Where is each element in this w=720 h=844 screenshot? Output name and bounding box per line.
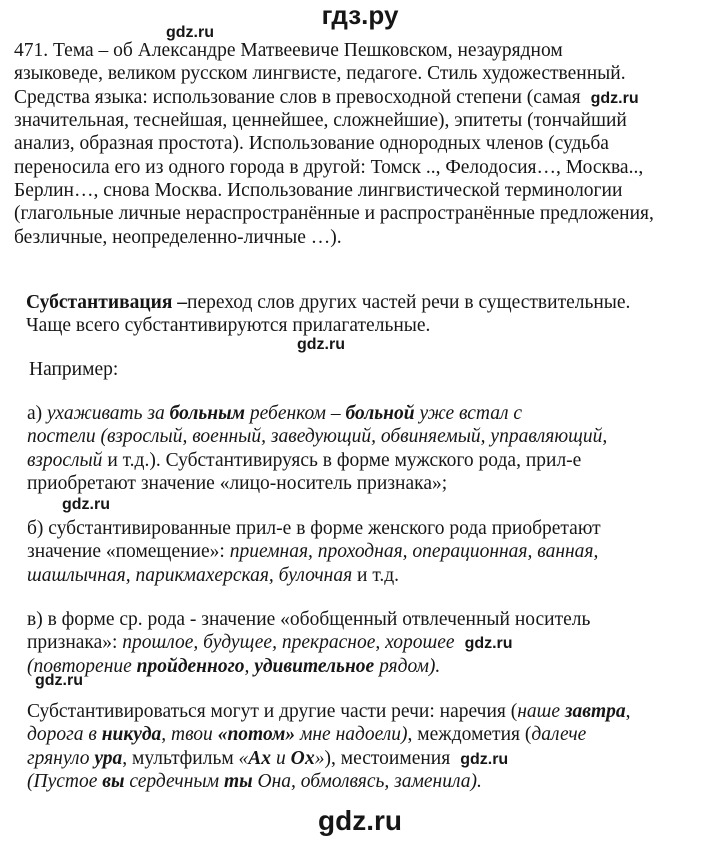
text-run: вы bbox=[102, 770, 125, 792]
text-run: 471. Тема – об Александре Матвеевиче Пешковском, незаурядном bbox=[14, 40, 563, 61]
text-run: Чаще всего субстантивируются прилагательные. bbox=[26, 315, 431, 337]
text-run: безличные, неопределенно-личные …). bbox=[14, 226, 342, 248]
text-run: , междометия ( bbox=[407, 724, 532, 746]
inline-gdz-watermark: gdz.ru bbox=[464, 635, 513, 653]
watermark-v-gdz-watermark: gdz.ru bbox=[35, 672, 83, 689]
text-line bbox=[27, 747, 631, 770]
definition-substantivation bbox=[26, 291, 630, 338]
text-run: Берлин…, снова Москва. Использование лингвистической терминологии bbox=[14, 179, 623, 201]
text-run: Субстантивироваться могут и другие части речи: наречия ( bbox=[27, 701, 518, 722]
text-line bbox=[14, 39, 654, 62]
text-line bbox=[27, 517, 601, 540]
text-run: признака»: bbox=[27, 632, 123, 654]
text-run: , мультфильм bbox=[122, 747, 239, 769]
text-run: , твои bbox=[161, 724, 218, 746]
text-line bbox=[27, 402, 607, 425]
text-line bbox=[27, 631, 590, 654]
watermark-bottom: gdz.ru bbox=[318, 805, 402, 836]
text-line bbox=[27, 425, 607, 448]
text-run: шашлычная, парикмахерская, булочная bbox=[27, 564, 353, 586]
text-run: постели (взрослый, военный, заведующий, обвиняемый, управляющий, bbox=[27, 426, 608, 448]
text-run: наше bbox=[517, 701, 565, 722]
inline-gdz-watermark: gdz.ru bbox=[460, 750, 509, 768]
text-run: (повторение bbox=[27, 655, 137, 677]
text-line bbox=[27, 770, 631, 793]
text-run: и т.д. bbox=[352, 564, 400, 586]
text-run: завтра bbox=[564, 701, 626, 722]
inline-gdz-watermark: gdz.ru bbox=[590, 89, 639, 107]
text-run: Она, обмолвясь, заменила). bbox=[252, 770, 482, 792]
watermark-top-gdz-watermark: gdz.ru bbox=[166, 24, 214, 41]
text-run: Субстантивация – bbox=[26, 292, 188, 313]
text-run: «потом» bbox=[217, 724, 296, 746]
text-line bbox=[14, 62, 654, 85]
text-run: взрослый bbox=[27, 449, 103, 471]
text-run: значительная, теснейшая, ценнейшее, сложнейшие), эпитеты (тончайший bbox=[14, 109, 627, 131]
text-run: Ах bbox=[248, 747, 272, 769]
text-run: удивительное bbox=[254, 655, 375, 677]
text-run: а) bbox=[27, 403, 48, 424]
text-run: сердечным bbox=[124, 770, 224, 792]
text-line bbox=[14, 132, 654, 155]
text-run: ребенком – bbox=[245, 403, 346, 424]
text-run: уже встал с bbox=[414, 403, 523, 424]
text-run: Например: bbox=[29, 359, 119, 380]
text-run: , bbox=[244, 655, 255, 677]
text-run: « bbox=[238, 747, 249, 769]
text-run: приемная, проходная, операционная, ванная, bbox=[229, 541, 599, 563]
text-run: ты bbox=[223, 770, 253, 792]
text-run: пройденного bbox=[136, 655, 245, 677]
text-run: ура bbox=[94, 747, 123, 769]
text-run: переносила его из одного города в другой: Томск .., Фелодосия…, Москва.., bbox=[14, 156, 644, 178]
watermark-center-gdz-watermark: gdz.ru bbox=[297, 336, 345, 353]
item-b-feminine bbox=[27, 517, 601, 587]
text-run: » bbox=[314, 747, 325, 769]
text-run: значение «помещение»: bbox=[27, 541, 230, 563]
text-line bbox=[26, 291, 630, 314]
for-example-label bbox=[29, 358, 118, 381]
text-run: рядом). bbox=[374, 655, 441, 677]
text-run: переход слов других частей речи в существительные. bbox=[187, 292, 631, 313]
text-run: в) в форме ср. рода - значение «обобщенный отвлеченный носитель bbox=[27, 609, 591, 630]
text-line bbox=[27, 564, 601, 587]
site-header: гдз.ру bbox=[321, 0, 399, 30]
text-run: Средства языка: использование слов в превосходной степени (самая bbox=[14, 86, 581, 108]
text-run: (глагольные личные нераспространённые и распространённые предложения, bbox=[14, 203, 654, 225]
text-line bbox=[27, 472, 607, 495]
text-run: и т.д.). Субстантивируясь в форме мужского рода, прил-е bbox=[102, 449, 582, 471]
text-run: и bbox=[271, 747, 291, 769]
text-run: мне надоели) bbox=[295, 724, 408, 746]
text-line bbox=[27, 540, 601, 563]
text-line bbox=[26, 314, 630, 337]
text-line bbox=[27, 449, 607, 472]
text-run: больной bbox=[345, 403, 415, 424]
text-line bbox=[14, 179, 654, 202]
paragraph-other-parts bbox=[27, 700, 631, 793]
text-line bbox=[27, 723, 631, 746]
text-line bbox=[14, 109, 654, 132]
text-line bbox=[27, 655, 590, 678]
text-run: ), местоимения bbox=[324, 747, 451, 769]
text-line bbox=[14, 226, 654, 249]
paragraph-task-471 bbox=[14, 39, 654, 249]
text-run: дорога в bbox=[27, 724, 102, 746]
text-run: языковеде, великом русском лингвисте, педагоге. Стиль художественный. bbox=[14, 63, 626, 85]
text-run: (Пустое bbox=[27, 770, 103, 792]
text-run: , bbox=[625, 701, 631, 722]
text-run: прошлое, будущее, прекрасное, хорошее bbox=[122, 632, 455, 654]
text-line bbox=[14, 202, 654, 225]
text-run: ухаживать за bbox=[47, 403, 170, 424]
text-run: далече bbox=[531, 724, 587, 746]
watermark-a-gdz-watermark: gdz.ru bbox=[62, 496, 110, 513]
text-line bbox=[14, 156, 654, 179]
item-v-neuter bbox=[27, 608, 590, 678]
text-run: больным bbox=[169, 403, 245, 424]
text-run: никуда bbox=[101, 724, 162, 746]
item-a-masculine bbox=[27, 402, 607, 495]
text-run: Ох bbox=[290, 747, 315, 769]
text-run: анализ, образная простота). Использование однородных членов (судьба bbox=[14, 133, 609, 155]
text-line bbox=[14, 86, 654, 109]
text-line bbox=[29, 358, 118, 381]
text-line bbox=[27, 700, 631, 723]
text-line bbox=[27, 608, 590, 631]
text-run: грянуло bbox=[27, 747, 95, 769]
text-run: приобретают значение «лицо-носитель признака»; bbox=[27, 472, 448, 494]
text-run: б) субстантивированные прил-е в форме женского рода приобретают bbox=[27, 518, 601, 539]
